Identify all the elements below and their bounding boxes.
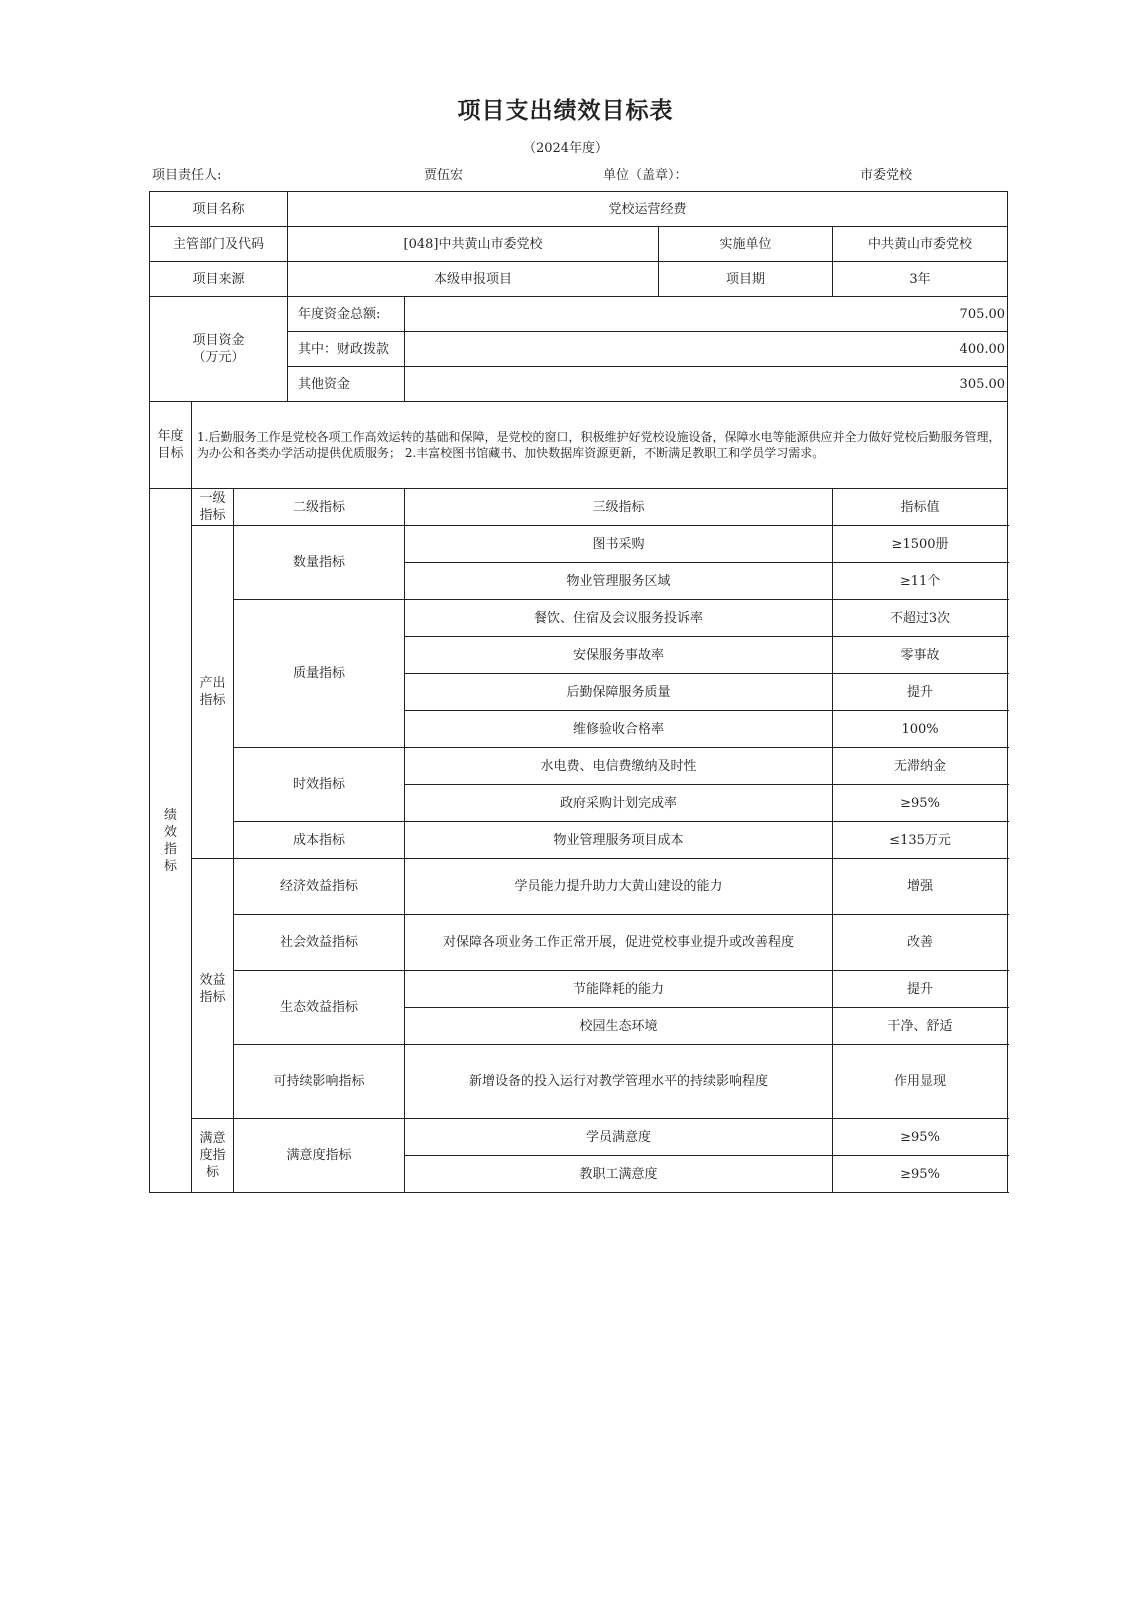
level3-indicator: 新增设备的投入运行对教学管理水平的持续影响程度: [405, 1045, 833, 1119]
row-project-name: [150, 192, 1008, 227]
department-value: [048]中共黄山市委党校: [288, 227, 659, 262]
indicator-row: [150, 1045, 1008, 1119]
level3-indicator: 学员满意度: [405, 1119, 833, 1156]
indicator-value: 增强: [833, 859, 1008, 915]
annual-goal-label: [150, 402, 192, 489]
annual-goal-label-line-2: 目标: [157, 446, 184, 461]
source-label: 项目来源: [150, 262, 288, 297]
level3-indicator: 后勤保障服务质量: [405, 674, 833, 711]
indicator-value: 作用显现: [833, 1045, 1008, 1119]
funds-other-value: 305.00: [405, 367, 1008, 402]
header-value: 指标值: [833, 489, 1008, 526]
level2-indicator: 质量指标: [234, 600, 405, 748]
level2-indicator: 可持续影响指标: [234, 1045, 405, 1119]
row-funds-total: [150, 297, 1008, 332]
level1-indicator: 产出 指标: [192, 526, 234, 859]
funds-total-label: 年度资金总额:: [288, 297, 405, 332]
level3-indicator: 教职工满意度: [405, 1156, 833, 1193]
header-level3: 三级指标: [405, 489, 833, 526]
indicator-value: 改善: [833, 915, 1008, 971]
header-level2: 二级指标: [234, 489, 405, 526]
indicator-value: 不超过3次: [833, 600, 1008, 637]
level2-indicator: 生态效益指标: [234, 971, 405, 1045]
indicator-row: [150, 971, 1008, 1008]
indicator-value: ≥95%: [833, 1119, 1008, 1156]
indicator-row: [150, 915, 1008, 971]
indicator-row: [150, 859, 1008, 915]
level3-indicator: 校园生态环境: [405, 1008, 833, 1045]
level3-indicator: 对保障各项业务工作正常开展，促进党校事业提升或改善程度: [405, 915, 833, 971]
level3-indicator: 节能降耗的能力: [405, 971, 833, 1008]
funds-total-value: 705.00: [405, 297, 1008, 332]
indicator-value: ≥95%: [833, 785, 1008, 822]
row-source: [150, 262, 1008, 297]
level2-indicator: 时效指标: [234, 748, 405, 822]
indicator-value: ≤135万元: [833, 822, 1008, 859]
header-level1: 一级 指标: [192, 489, 234, 526]
department-label: 主管部门及代码: [150, 227, 288, 262]
level2-indicator: 数量指标: [234, 526, 405, 600]
row-annual-goal: [150, 402, 1008, 489]
level1-indicator: 效益 指标: [192, 859, 234, 1119]
year-subtitle: （2024年度）: [522, 141, 609, 156]
level3-indicator: 学员能力提升助力大黄山建设的能力: [405, 859, 833, 915]
level3-indicator: 物业管理服务区域: [405, 563, 833, 600]
implementer-value: 中共黄山市委党校: [833, 227, 1008, 262]
indicator-value: 100%: [833, 711, 1008, 748]
level2-indicator: 经济效益指标: [234, 859, 405, 915]
indicator-row: [150, 1119, 1008, 1156]
performance-indicator-char: 效: [163, 824, 177, 840]
indicator-value: 干净、舒适: [833, 1008, 1008, 1045]
funds-label-cell: [150, 297, 288, 402]
row-department: [150, 227, 1008, 262]
annual-goal-text: 1.后勤服务工作是党校各项工作高效运转的基础和保障，是党校的窗口，积极维护好党校设施设备，保障水电等能源供应并全力做好党校后勤服务管理，为办公和各类办学活动提供优质服务； 2.丰富校图书馆藏书、加快数据库资源更新，不断满足教职工和学员学习需求。: [192, 402, 1008, 489]
indicator-value: 提升: [833, 674, 1008, 711]
page-title: 项目支出绩效目标表: [457, 98, 674, 124]
level2-indicator: 成本指标: [234, 822, 405, 859]
indicator-row: [150, 526, 1008, 563]
level3-indicator: 维修验收合格率: [405, 711, 833, 748]
funds-fiscal-value: 400.00: [405, 332, 1008, 367]
indicator-value: 提升: [833, 971, 1008, 1008]
unit-value: 市委党校: [860, 168, 913, 183]
funds-unit: （万元）: [192, 350, 245, 365]
implementer-label: 实施单位: [659, 227, 833, 262]
unit-label: 单位（盖章）：: [603, 168, 688, 183]
performance-table: [149, 191, 1008, 1193]
level2-indicator: 满意度指标: [234, 1119, 405, 1193]
level3-indicator: 水电费、电信费缴纳及时性: [405, 748, 833, 785]
indicator-value: ≥11个: [833, 563, 1008, 600]
performance-indicator-char: 绩: [163, 807, 177, 823]
period-label: 项目期: [659, 262, 833, 297]
project-name-value: 党校运营经费: [288, 192, 1008, 227]
source-value: 本级申报项目: [288, 262, 659, 297]
responsible-label: 项目责任人:: [152, 168, 222, 183]
responsible-value: 贾伍宏: [424, 168, 464, 183]
level1-indicator: 满意 度指 标: [192, 1119, 234, 1193]
performance-indicator-label: [150, 489, 192, 1193]
level3-indicator: 政府采购计划完成率: [405, 785, 833, 822]
funds-label: 项目资金: [192, 333, 245, 348]
indicator-value: ≥95%: [833, 1156, 1008, 1193]
project-name-label: 项目名称: [150, 192, 288, 227]
perf-header-row: [150, 489, 1008, 526]
indicator-value: 零事故: [833, 637, 1008, 674]
performance-indicator-char: 标: [163, 858, 177, 874]
indicator-row: [150, 748, 1008, 785]
annual-goal-label-line-1: 年度: [157, 429, 184, 444]
indicator-value: ≥1500册: [833, 526, 1008, 563]
level3-indicator: 物业管理服务项目成本: [405, 822, 833, 859]
level3-indicator: 餐饮、住宿及会议服务投诉率: [405, 600, 833, 637]
period-value: 3年: [833, 262, 1008, 297]
indicator-row: [150, 600, 1008, 637]
level3-indicator: 安保服务事故率: [405, 637, 833, 674]
performance-indicator-char: 指: [163, 841, 177, 857]
level2-indicator: 社会效益指标: [234, 915, 405, 971]
indicator-value: 无滞纳金: [833, 748, 1008, 785]
funds-other-label: 其他资金: [288, 367, 405, 402]
funds-fiscal-label: 其中：财政拨款: [288, 332, 405, 367]
level3-indicator: 图书采购: [405, 526, 833, 563]
indicator-row: [150, 822, 1008, 859]
